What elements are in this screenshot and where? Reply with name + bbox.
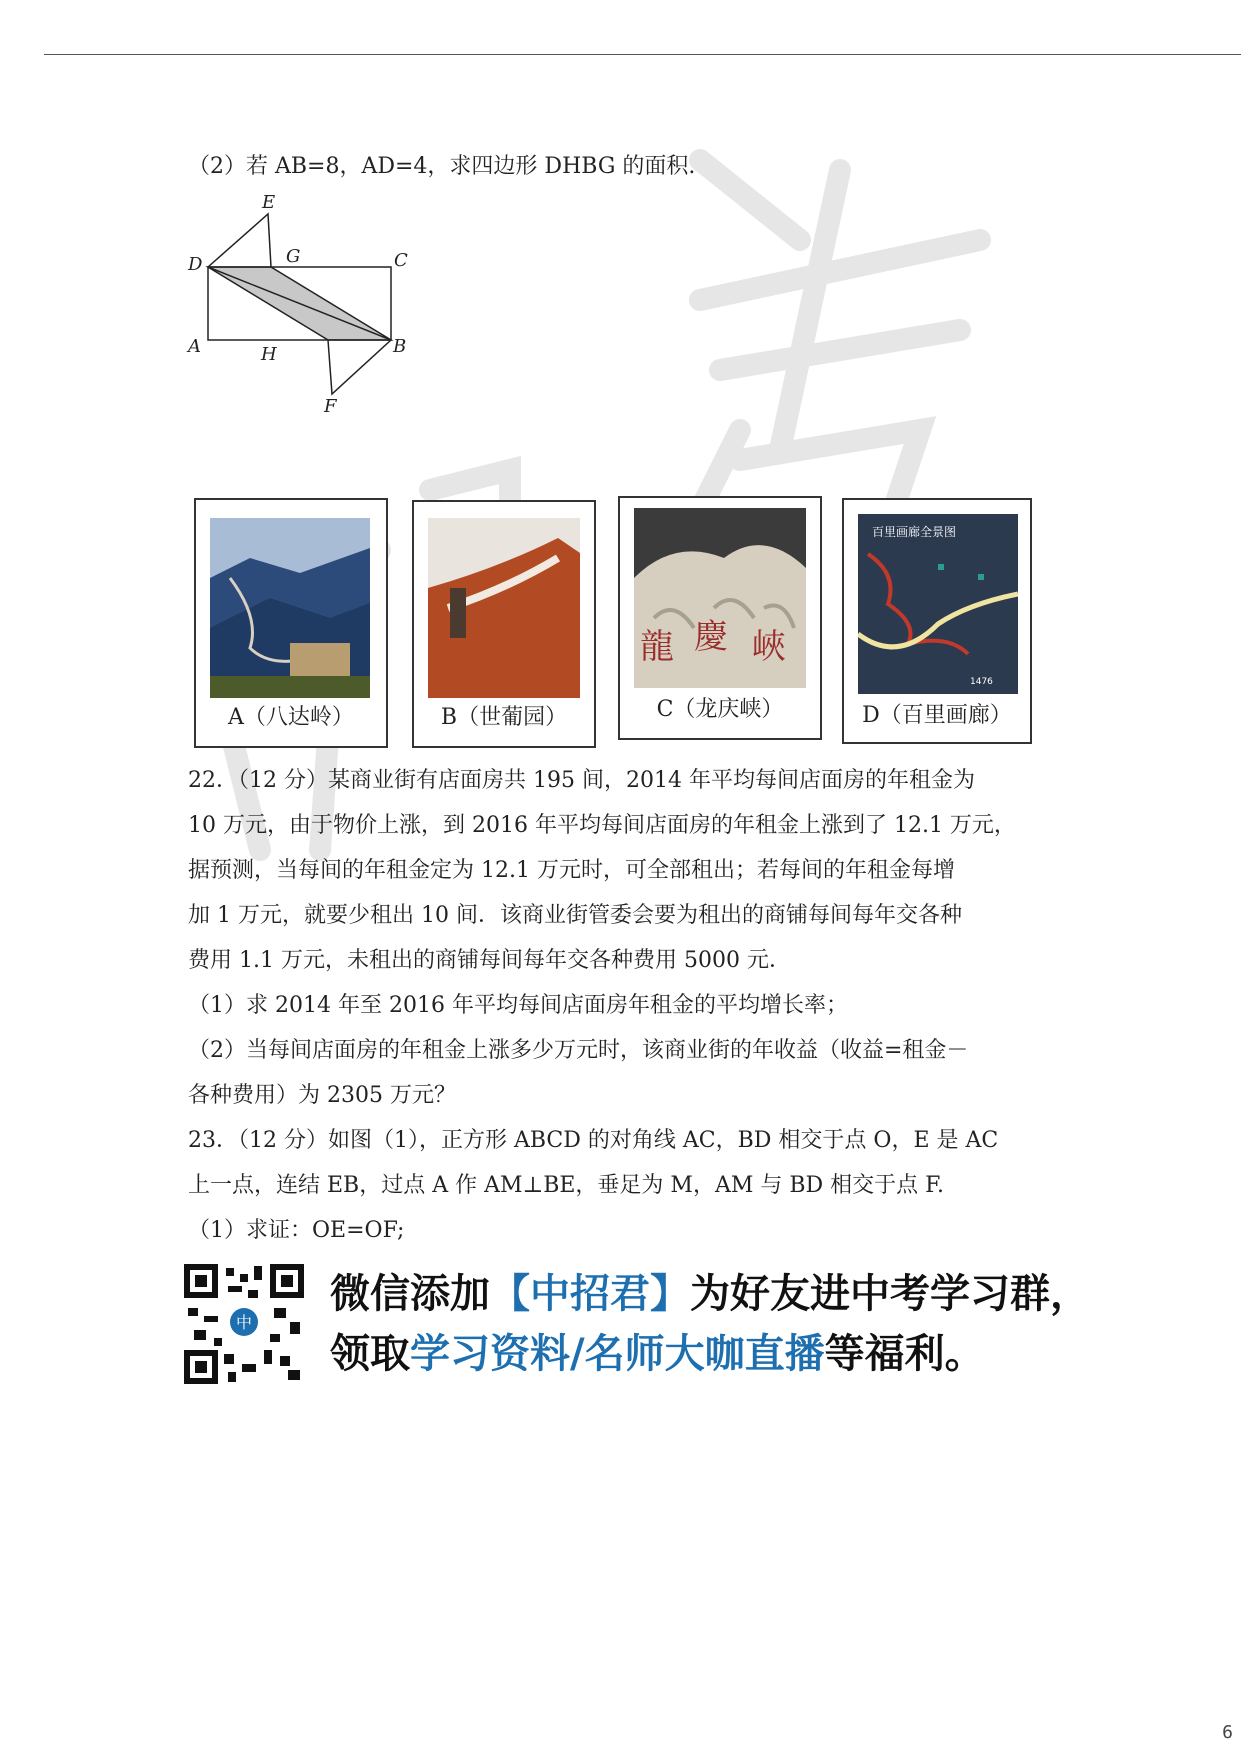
question-22-line: 据预测，当每间的年租金定为 12.1 万元时，可全部租出；若每间的年租金每增 xyxy=(188,858,955,883)
promo-line-2: 领取学习资料/名师大咖直播等福利。 xyxy=(330,1331,985,1377)
question-22-line: 费用 1.1 万元，未租出的商铺每间每年交各种费用 5000 元． xyxy=(188,948,791,973)
page-number: 6 xyxy=(1222,1722,1233,1743)
photo-card-d xyxy=(842,498,1032,744)
label-B: B xyxy=(393,336,407,357)
question-21-part-2: （2）若 AB=8，AD=4，求四边形 DHBG 的面积. xyxy=(188,154,696,179)
map-number: 1476 xyxy=(970,677,993,687)
photo-card-c xyxy=(618,496,822,740)
question-22-line: 22．（12 分）某商业街有店面房共 195 间，2014 年平均每间店面房的年租金为 xyxy=(188,768,975,793)
header-rule xyxy=(44,54,1241,55)
question-22-line: 加 1 万元，就要少租出 10 间．该商业街管委会要为租出的商铺每间每年交各种 xyxy=(188,903,962,928)
photo-card-a xyxy=(194,498,388,748)
qr-code-icon[interactable] xyxy=(184,1264,304,1384)
label-C: C xyxy=(394,250,408,271)
svg-text:龍: 龍 xyxy=(640,627,674,667)
photo-caption: A（八达岭） xyxy=(228,705,354,730)
rectangle-diagram xyxy=(186,190,416,420)
qr-badge: 中 xyxy=(235,1313,253,1332)
question-23-line: 上一点，连结 EB，过点 A 作 AM⊥BE，垂足为 M，AM 与 BD 相交于点 F. xyxy=(188,1173,944,1198)
map-title: 百里画廊全景图 xyxy=(872,525,957,539)
photo-caption: C（龙庆峡） xyxy=(656,697,784,722)
route-map-photo xyxy=(858,514,1018,694)
great-wall-photo xyxy=(210,518,370,698)
question-22-line: 10 万元，由于物价上涨，到 2016 年平均每间店面房的年租金上涨到了 12.1 万元， xyxy=(188,813,1016,838)
promo-line-1: 微信添加【中招君】为好友进中考学习群， xyxy=(330,1271,1090,1317)
svg-text:慶: 慶 xyxy=(694,617,728,657)
photo-caption: D（百里画廊） xyxy=(862,703,1012,728)
question-22-part-2-cont: 各种费用）为 2305 万元？ xyxy=(188,1083,456,1108)
label-F: F xyxy=(324,396,337,417)
question-23-line: 23．（12 分）如图（1），正方形 ABCD 的对角线 AC，BD 相交于点 O，E 是 AC xyxy=(188,1128,999,1153)
label-G: G xyxy=(286,246,301,267)
question-22-part-1: （1）求 2014 年至 2016 年平均每间店面房年租金的平均增长率； xyxy=(188,993,848,1018)
expo-sign-photo xyxy=(428,518,580,698)
label-E: E xyxy=(262,192,276,213)
photo-caption: B（世葡园） xyxy=(440,705,568,730)
promo-text xyxy=(330,1264,1090,1384)
question-22-part-2: （2）当每间店面房的年租金上涨多少万元时，该商业街的年收益（收益=租金－ xyxy=(188,1038,969,1063)
label-D: D xyxy=(188,254,203,275)
question-23-part-1: （1）求证：OE=OF; xyxy=(188,1218,405,1243)
svg-text:峽: 峽 xyxy=(752,627,786,667)
label-H: H xyxy=(261,344,277,365)
carved-rock-photo xyxy=(634,508,806,688)
label-A: A xyxy=(188,336,201,357)
photo-card-b xyxy=(412,500,596,748)
